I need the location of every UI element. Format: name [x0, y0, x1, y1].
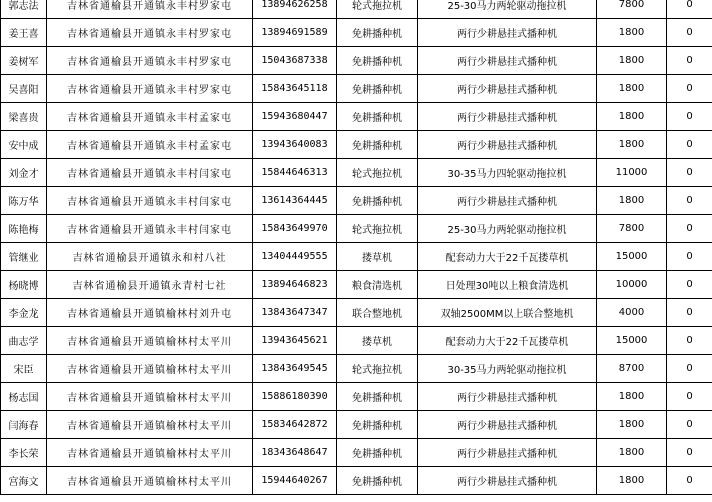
- count-cell: 0: [667, 215, 712, 243]
- machine-type-cell: 轮式拖拉机: [337, 159, 418, 187]
- count-cell: 0: [667, 299, 712, 327]
- machine-type-cell: 免耕播种机: [337, 383, 418, 411]
- phone-cell: 18343648647: [253, 439, 337, 467]
- subsidy-cell: 8700: [597, 355, 667, 383]
- machine-type-cell: 搂草机: [337, 327, 418, 355]
- subsidy-cell: 1800: [597, 19, 667, 47]
- address-cell: 吉林省通榆县开通镇永丰村闫家屯: [47, 215, 253, 243]
- phone-cell: 15886180390: [253, 383, 337, 411]
- count-cell: 0: [667, 383, 712, 411]
- machine-type-cell: 联合整地机: [337, 299, 418, 327]
- subsidy-cell: 7800: [597, 215, 667, 243]
- subsidy-cell: 1800: [597, 103, 667, 131]
- machine-type-cell: 轮式拖拉机: [337, 355, 418, 383]
- phone-cell: 13943645621: [253, 327, 337, 355]
- subsidy-cell: 1800: [597, 411, 667, 439]
- subsidy-cell: 1800: [597, 439, 667, 467]
- address-cell: 吉林省通榆县开通镇永丰村闫家屯: [47, 159, 253, 187]
- phone-cell: 15843649970: [253, 215, 337, 243]
- machine-type-cell: 免耕播种机: [337, 467, 418, 495]
- name-cell: 陈万华: [1, 187, 47, 215]
- phone-cell: 13404449555: [253, 243, 337, 271]
- count-cell: 0: [667, 439, 712, 467]
- model-cell: 双轴2500MM以上联合整地机: [418, 299, 597, 327]
- count-cell: 0: [667, 159, 712, 187]
- machine-type-cell: 轮式拖拉机: [337, 215, 418, 243]
- name-cell: 陈艳梅: [1, 215, 47, 243]
- address-cell: 吉林省通榆县开通镇榆林村太平川: [47, 411, 253, 439]
- name-cell: 管继业: [1, 243, 47, 271]
- address-cell: 吉林省通榆县开通镇永丰村罗家屯: [47, 47, 253, 75]
- address-cell: 吉林省通榆县开通镇永青村七社: [47, 271, 253, 299]
- name-cell: 曲志学: [1, 327, 47, 355]
- count-cell: 0: [667, 187, 712, 215]
- machine-type-cell: 免耕播种机: [337, 75, 418, 103]
- name-cell: 闫海春: [1, 411, 47, 439]
- table-row: [1, 215, 712, 243]
- model-cell: 两行少耕悬挂式播种机: [418, 47, 597, 75]
- name-cell: 吴喜阳: [1, 75, 47, 103]
- table-row: [1, 0, 712, 19]
- count-cell: 0: [667, 75, 712, 103]
- count-cell: 0: [667, 243, 712, 271]
- table-row: [1, 47, 712, 75]
- table-row: [1, 75, 712, 103]
- address-cell: 吉林省通榆县开通镇榆林村太平川: [47, 355, 253, 383]
- count-cell: 0: [667, 19, 712, 47]
- model-cell: 两行少耕悬挂式播种机: [418, 439, 597, 467]
- subsidy-cell: 15000: [597, 327, 667, 355]
- phone-cell: 15944640267: [253, 467, 337, 495]
- name-cell: 李金龙: [1, 299, 47, 327]
- count-cell: 0: [667, 131, 712, 159]
- phone-cell: 13614364445: [253, 187, 337, 215]
- count-cell: 0: [667, 271, 712, 299]
- model-cell: 配套动力大于22千瓦搂草机: [418, 327, 597, 355]
- subsidy-cell: 1800: [597, 75, 667, 103]
- model-cell: 日处理30吨以上粮食清选机: [418, 271, 597, 299]
- address-cell: 吉林省通榆县开通镇永丰村孟家屯: [47, 131, 253, 159]
- count-cell: 0: [667, 467, 712, 495]
- name-cell: 宋臣: [1, 355, 47, 383]
- model-cell: 两行少耕悬挂式播种机: [418, 187, 597, 215]
- model-cell: 两行少耕悬挂式播种机: [418, 383, 597, 411]
- count-cell: 0: [667, 411, 712, 439]
- address-cell: 吉林省通榆县开通镇永丰村罗家屯: [47, 0, 253, 19]
- machine-type-cell: 搂草机: [337, 243, 418, 271]
- count-cell: 0: [667, 327, 712, 355]
- subsidy-cell: 1800: [597, 131, 667, 159]
- address-cell: 吉林省通榆县开通镇榆林村刘升屯: [47, 299, 253, 327]
- machine-type-cell: 轮式拖拉机: [337, 0, 418, 19]
- count-cell: 0: [667, 47, 712, 75]
- table-row: [1, 383, 712, 411]
- phone-cell: 13894691589: [253, 19, 337, 47]
- name-cell: 梁喜贵: [1, 103, 47, 131]
- table-row: [1, 355, 712, 383]
- phone-cell: 13894646823: [253, 271, 337, 299]
- subsidy-cell: 1800: [597, 187, 667, 215]
- table-row: [1, 103, 712, 131]
- count-cell: 0: [667, 0, 712, 19]
- phone-cell: 13843649545: [253, 355, 337, 383]
- machine-type-cell: 免耕播种机: [337, 131, 418, 159]
- address-cell: 吉林省通榆县开通镇永丰村罗家屯: [47, 75, 253, 103]
- model-cell: 25-30马力两轮驱动拖拉机: [418, 0, 597, 19]
- table-body: [1, 0, 712, 495]
- subsidy-cell: 10000: [597, 271, 667, 299]
- machine-type-cell: 免耕播种机: [337, 439, 418, 467]
- table-row: [1, 19, 712, 47]
- table-row: [1, 327, 712, 355]
- table-row: [1, 439, 712, 467]
- model-cell: 30-35马力四轮驱动拖拉机: [418, 159, 597, 187]
- subsidy-cell: 1800: [597, 467, 667, 495]
- phone-cell: 13894626258: [253, 0, 337, 19]
- name-cell: 杨志国: [1, 383, 47, 411]
- address-cell: 吉林省通榆县开通镇榆林村太平川: [47, 439, 253, 467]
- subsidy-cell: 1800: [597, 383, 667, 411]
- model-cell: 两行少耕悬挂式播种机: [418, 131, 597, 159]
- address-cell: 吉林省通榆县开通镇永丰村孟家屯: [47, 103, 253, 131]
- subsidy-cell: 11000: [597, 159, 667, 187]
- phone-cell: 15043687338: [253, 47, 337, 75]
- subsidy-cell: 1800: [597, 47, 667, 75]
- name-cell: 姜王喜: [1, 19, 47, 47]
- machine-type-cell: 免耕播种机: [337, 187, 418, 215]
- address-cell: 吉林省通榆县开通镇永和村八社: [47, 243, 253, 271]
- phone-cell: 15843645118: [253, 75, 337, 103]
- model-cell: 配套动力大于22千瓦搂草机: [418, 243, 597, 271]
- subsidy-cell: 4000: [597, 299, 667, 327]
- address-cell: 吉林省通榆县开通镇永丰村闫家屯: [47, 187, 253, 215]
- model-cell: 25-30马力两轮驱动拖拉机: [418, 215, 597, 243]
- machine-type-cell: 免耕播种机: [337, 103, 418, 131]
- name-cell: 李长荣: [1, 439, 47, 467]
- machine-type-cell: 免耕播种机: [337, 411, 418, 439]
- address-cell: 吉林省通榆县开通镇榆林村太平川: [47, 383, 253, 411]
- address-cell: 吉林省通榆县开通镇榆林村太平川: [47, 467, 253, 495]
- name-cell: 宫海文: [1, 467, 47, 495]
- model-cell: 两行少耕悬挂式播种机: [418, 75, 597, 103]
- count-cell: 0: [667, 355, 712, 383]
- table-row: [1, 271, 712, 299]
- model-cell: 两行少耕悬挂式播种机: [418, 103, 597, 131]
- table-row: [1, 467, 712, 495]
- phone-cell: 15844646313: [253, 159, 337, 187]
- phone-cell: 13843647347: [253, 299, 337, 327]
- name-cell: 刘金才: [1, 159, 47, 187]
- address-cell: 吉林省通榆县开通镇永丰村罗家屯: [47, 19, 253, 47]
- model-cell: 两行少耕悬挂式播种机: [418, 411, 597, 439]
- model-cell: 两行少耕悬挂式播种机: [418, 19, 597, 47]
- phone-cell: 15834642872: [253, 411, 337, 439]
- machine-type-cell: 免耕播种机: [337, 47, 418, 75]
- table-row: [1, 411, 712, 439]
- machine-type-cell: 粮食清选机: [337, 271, 418, 299]
- table-row: [1, 159, 712, 187]
- name-cell: 杨晓博: [1, 271, 47, 299]
- address-cell: 吉林省通榆县开通镇榆林村太平川: [47, 327, 253, 355]
- table-row: [1, 299, 712, 327]
- table-row: [1, 243, 712, 271]
- table-row: [1, 187, 712, 215]
- name-cell: 姜树军: [1, 47, 47, 75]
- name-cell: 郭志法: [1, 0, 47, 19]
- count-cell: 0: [667, 103, 712, 131]
- machine-type-cell: 免耕播种机: [337, 19, 418, 47]
- subsidy-cell: 7800: [597, 0, 667, 19]
- name-cell: 安中成: [1, 131, 47, 159]
- subsidy-cell: 15000: [597, 243, 667, 271]
- model-cell: 30-35马力两轮驱动拖拉机: [418, 355, 597, 383]
- model-cell: 两行少耕悬挂式播种机: [418, 467, 597, 495]
- phone-cell: 13943640083: [253, 131, 337, 159]
- table-row: [1, 131, 712, 159]
- phone-cell: 15943680447: [253, 103, 337, 131]
